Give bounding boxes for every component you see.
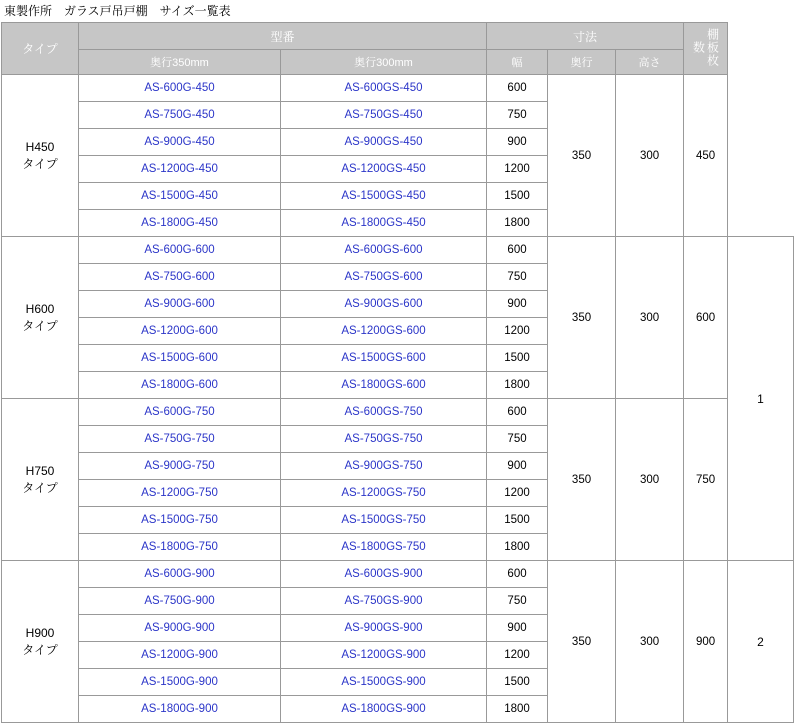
table-row: [2, 399, 794, 426]
model350-cell: AS-600G-450: [79, 75, 281, 102]
model350-cell: AS-900G-450: [79, 129, 281, 156]
table-row: [2, 75, 794, 102]
model350-cell: AS-750G-900: [79, 588, 281, 615]
table-header-row-1: [2, 23, 794, 50]
height-cell-h450: 450: [684, 75, 728, 237]
type-label-line2: タイプ: [22, 156, 58, 171]
width-cell: 1500: [487, 183, 548, 210]
model300-cell: AS-1800GS-450: [281, 210, 487, 237]
table-header-row-2: [2, 50, 794, 75]
model350-cell: AS-1800G-600: [79, 372, 281, 399]
model300-cell: AS-1200GS-600: [281, 318, 487, 345]
type-label-line2: タイプ: [22, 480, 58, 495]
model300-cell: AS-600GS-750: [281, 399, 487, 426]
width-cell: 1200: [487, 642, 548, 669]
width-cell: 750: [487, 588, 548, 615]
width-cell: 900: [487, 129, 548, 156]
shelf-count-cell-2: 2: [728, 561, 794, 723]
header-width: 幅: [487, 50, 548, 75]
model300-cell: AS-600GS-600: [281, 237, 487, 264]
model300-cell: AS-750GS-900: [281, 588, 487, 615]
model300-cell: AS-1800GS-750: [281, 534, 487, 561]
width-cell: 600: [487, 399, 548, 426]
model350-cell: AS-900G-600: [79, 291, 281, 318]
type-label-line1: H450: [25, 139, 55, 154]
model300-cell: AS-1500GS-900: [281, 669, 487, 696]
depth2-cell-h600: 300: [616, 237, 684, 399]
model350-cell: AS-1500G-450: [79, 183, 281, 210]
depth-cell-h900: 350: [548, 561, 616, 723]
model350-cell: AS-1500G-750: [79, 507, 281, 534]
model350-cell: AS-750G-450: [79, 102, 281, 129]
type-cell-h750: [2, 399, 79, 561]
model300-cell: AS-600GS-900: [281, 561, 487, 588]
header-shelf-count: [684, 23, 728, 75]
model350-cell: AS-750G-750: [79, 426, 281, 453]
width-cell: 1800: [487, 534, 548, 561]
width-cell: 1500: [487, 507, 548, 534]
width-cell: 1800: [487, 696, 548, 723]
model350-cell: AS-750G-600: [79, 264, 281, 291]
table-row: [2, 237, 794, 264]
header-depth350: 奥行350mm: [79, 50, 281, 75]
header-height: 高さ: [616, 50, 684, 75]
model300-cell: AS-1800GS-600: [281, 372, 487, 399]
model300-cell: AS-1200GS-450: [281, 156, 487, 183]
width-cell: 750: [487, 426, 548, 453]
model350-cell: AS-1200G-900: [79, 642, 281, 669]
depth-cell-h750: 350: [548, 399, 616, 561]
width-cell: 1800: [487, 210, 548, 237]
height-cell-h600: 600: [684, 237, 728, 399]
model350-cell: AS-1800G-450: [79, 210, 281, 237]
table-row: [2, 561, 794, 588]
width-cell: 1500: [487, 669, 548, 696]
model350-cell: AS-1200G-450: [79, 156, 281, 183]
width-cell: 1200: [487, 480, 548, 507]
model300-cell: AS-1500GS-450: [281, 183, 487, 210]
model300-cell: AS-1200GS-900: [281, 642, 487, 669]
model350-cell: AS-1500G-600: [79, 345, 281, 372]
type-label-line2: タイプ: [22, 642, 58, 657]
depth-cell-h450: 350: [548, 75, 616, 237]
height-cell-h900: 900: [684, 561, 728, 723]
type-label-line2: タイプ: [22, 318, 58, 333]
model300-cell: AS-900GS-600: [281, 291, 487, 318]
shelf-count-cell-1: 1: [728, 237, 794, 561]
header-shelf-count-label: 棚板枚数: [691, 27, 720, 67]
height-cell-h750: 750: [684, 399, 728, 561]
header-type: タイプ: [2, 23, 79, 75]
model350-cell: AS-900G-750: [79, 453, 281, 480]
model300-cell: AS-750GS-450: [281, 102, 487, 129]
type-label-line1: H600: [25, 301, 55, 316]
model300-cell: AS-900GS-450: [281, 129, 487, 156]
width-cell: 900: [487, 453, 548, 480]
width-cell: 600: [487, 75, 548, 102]
model350-cell: AS-600G-900: [79, 561, 281, 588]
model300-cell: AS-900GS-900: [281, 615, 487, 642]
width-cell: 1200: [487, 318, 548, 345]
header-depth: 奥行: [548, 50, 616, 75]
depth2-cell-h450: 300: [616, 75, 684, 237]
width-cell: 600: [487, 561, 548, 588]
width-cell: 900: [487, 615, 548, 642]
width-cell: 1800: [487, 372, 548, 399]
header-model-no: 型番: [79, 23, 487, 50]
model300-cell: AS-1800GS-900: [281, 696, 487, 723]
width-cell: 900: [487, 291, 548, 318]
width-cell: 600: [487, 237, 548, 264]
type-label-line1: H750: [25, 463, 55, 478]
type-cell-h600: [2, 237, 79, 399]
header-dimensions: 寸法: [487, 23, 684, 50]
model300-cell: AS-750GS-750: [281, 426, 487, 453]
width-cell: 1200: [487, 156, 548, 183]
model350-cell: AS-600G-750: [79, 399, 281, 426]
model300-cell: AS-600GS-450: [281, 75, 487, 102]
model350-cell: AS-600G-600: [79, 237, 281, 264]
type-cell-h450: [2, 75, 79, 237]
depth2-cell-h750: 300: [616, 399, 684, 561]
size-table: [1, 22, 794, 723]
model300-cell: AS-900GS-750: [281, 453, 487, 480]
model300-cell: AS-1500GS-600: [281, 345, 487, 372]
page-title: 東製作所 ガラス戸吊戸棚 サイズ一覧表: [4, 4, 231, 18]
width-cell: 750: [487, 264, 548, 291]
model300-cell: AS-1200GS-750: [281, 480, 487, 507]
model350-cell: AS-1800G-750: [79, 534, 281, 561]
depth2-cell-h900: 300: [616, 561, 684, 723]
header-depth300: 奥行300mm: [281, 50, 487, 75]
type-cell-h900: [2, 561, 79, 723]
width-cell: 750: [487, 102, 548, 129]
model350-cell: AS-1200G-600: [79, 318, 281, 345]
type-label-line1: H900: [25, 625, 55, 640]
model300-cell: AS-1500GS-750: [281, 507, 487, 534]
model300-cell: AS-750GS-600: [281, 264, 487, 291]
model350-cell: AS-900G-900: [79, 615, 281, 642]
model350-cell: AS-1200G-750: [79, 480, 281, 507]
model350-cell: AS-1500G-900: [79, 669, 281, 696]
width-cell: 1500: [487, 345, 548, 372]
model350-cell: AS-1800G-900: [79, 696, 281, 723]
depth-cell-h600: 350: [548, 237, 616, 399]
